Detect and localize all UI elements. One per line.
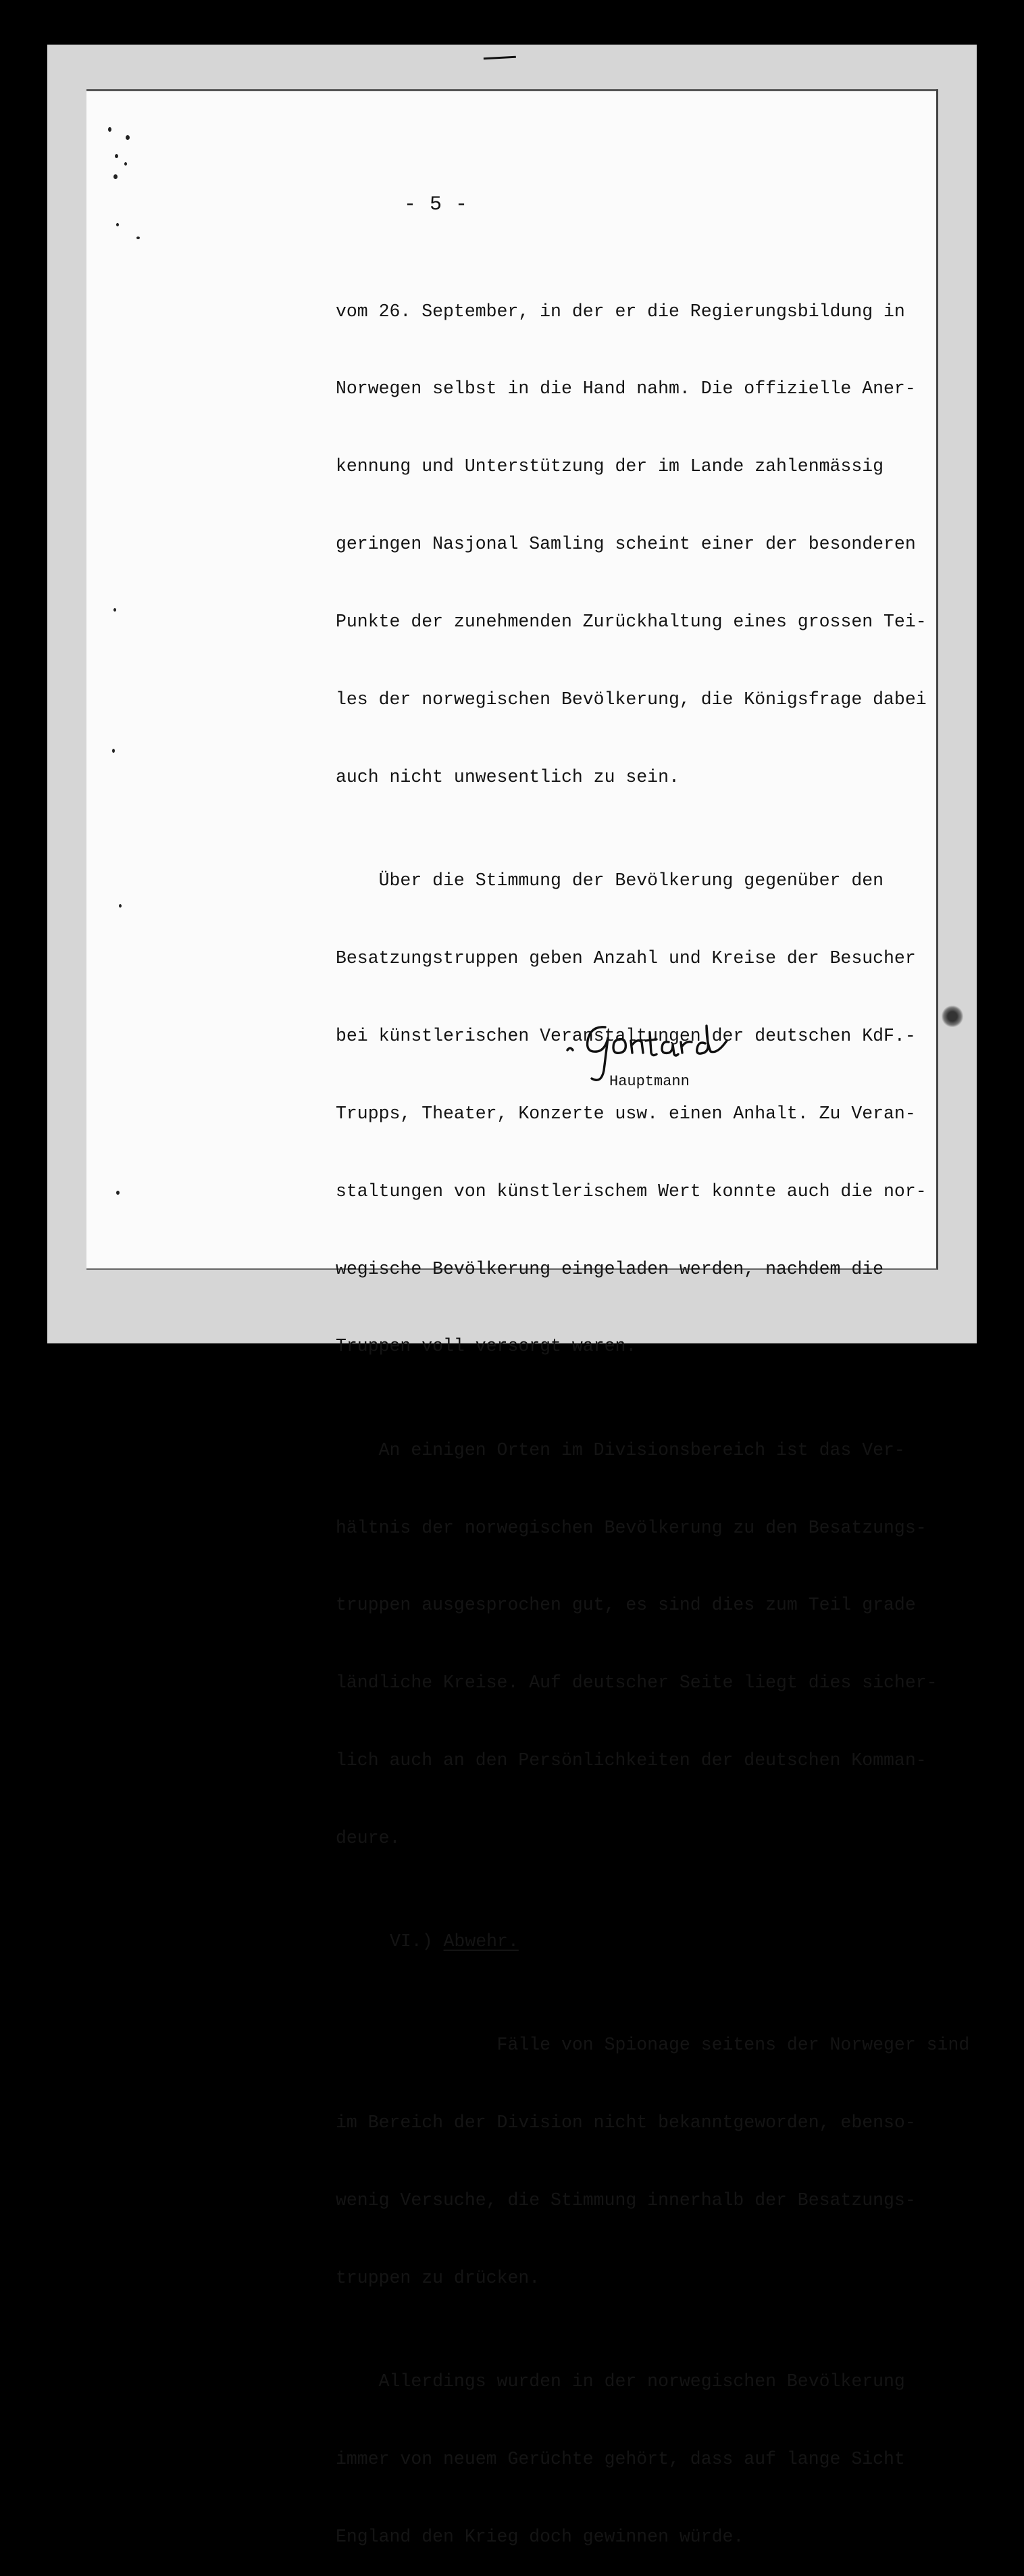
text-line: Punkte der zunehmenden Zurückhaltung eines grossen Tei- <box>336 612 927 633</box>
text-line: Besatzungstruppen geben Anzahl und Kreise der Besucher <box>336 948 916 969</box>
punch-mark <box>113 608 116 612</box>
text-line: Allerdings wurden in der norwegischen Bevölkerung <box>336 2371 905 2392</box>
text-line: truppen ausgesprochen gut, es sind dies zum Teil grade <box>336 1595 916 1616</box>
punch-mark <box>116 223 119 226</box>
text-line: wegische Bevölkerung eingeladen werden, nachdem die <box>336 1258 884 1279</box>
punch-mark <box>116 1191 120 1195</box>
text-line: im Bereich der Division nicht bekanntgeworden, ebenso- <box>336 2112 916 2133</box>
text-line: Fälle von Spionage seitens der Norweger sind <box>336 2035 970 2056</box>
handwritten-signature <box>558 1000 761 1081</box>
text-line: immer von neuem Gerüchte gehört, dass auf lange Sicht <box>336 2449 905 2470</box>
text-line: Trupps, Theater, Konzerte usw. einen Anhalt. Zu Veran- <box>336 1103 916 1124</box>
section-number: VI.) <box>390 1931 433 1952</box>
text-line: An einigen Orten im Divisionsbereich ist das Ver- <box>336 1439 905 1460</box>
text-line: ländliche Kreise. Auf deutscher Seite liegt dies sicher- <box>336 1673 938 1693</box>
punch-mark <box>112 749 115 753</box>
text-line: wenig Versuche, die Stimmung innerhalb der Besatzungs- <box>336 2190 916 2211</box>
text-line: England den Krieg doch gewinnen würde. <box>336 2527 744 2548</box>
signatory-rank: Hauptmann <box>609 1073 690 1090</box>
text-line: les der norwegischen Bevölkerung, die Königsfrage dabei <box>336 689 927 710</box>
punch-mark <box>108 127 111 132</box>
scan-smudge <box>941 1006 964 1027</box>
text-line: kennung und Unterstützung der im Lande zahlenmässig <box>336 456 884 477</box>
sheet-top-edge <box>86 89 936 91</box>
section-title: Abwehr. <box>443 1931 519 1952</box>
section-heading <box>336 1929 910 1954</box>
text-line: bei künstlerischen Veranstaltungen der deutschen KdF.- <box>336 1025 916 1046</box>
text-line: Über die Stimmung der Bevölkerung gegenüber den <box>336 870 884 891</box>
text-line: lich auch an den Persönlichkeiten der deutschen Komman- <box>336 1750 927 1771</box>
text-line: staltungen von künstlerischem Wert konnte auch die nor- <box>336 1181 927 1202</box>
text-line: Truppen voll versorgt waren. <box>336 1336 637 1357</box>
letter-body <box>336 247 970 2576</box>
punch-mark <box>136 237 140 239</box>
text-line: geringen Nasjonal Samling scheint einer der besonderen <box>336 534 916 555</box>
text-line: deure. <box>336 1828 401 1849</box>
text-line: Norwegen selbst in die Hand nahm. Die offizielle Aner- <box>336 378 916 399</box>
text-line: hältnis der norwegischen Bevölkerung zu den Besatzungs- <box>336 1517 927 1538</box>
text-line: truppen zu drücken. <box>336 2268 540 2289</box>
punch-mark <box>113 174 118 179</box>
punch-mark <box>124 162 127 166</box>
text-line: vom 26. September, in der er die Regierungsbildung in <box>336 301 905 322</box>
page-number: - 5 - <box>404 193 469 216</box>
text-line: auch nicht unwesentlich zu sein. <box>336 766 680 787</box>
punch-mark <box>119 904 122 908</box>
punch-mark <box>115 154 118 158</box>
punch-mark <box>126 135 130 140</box>
